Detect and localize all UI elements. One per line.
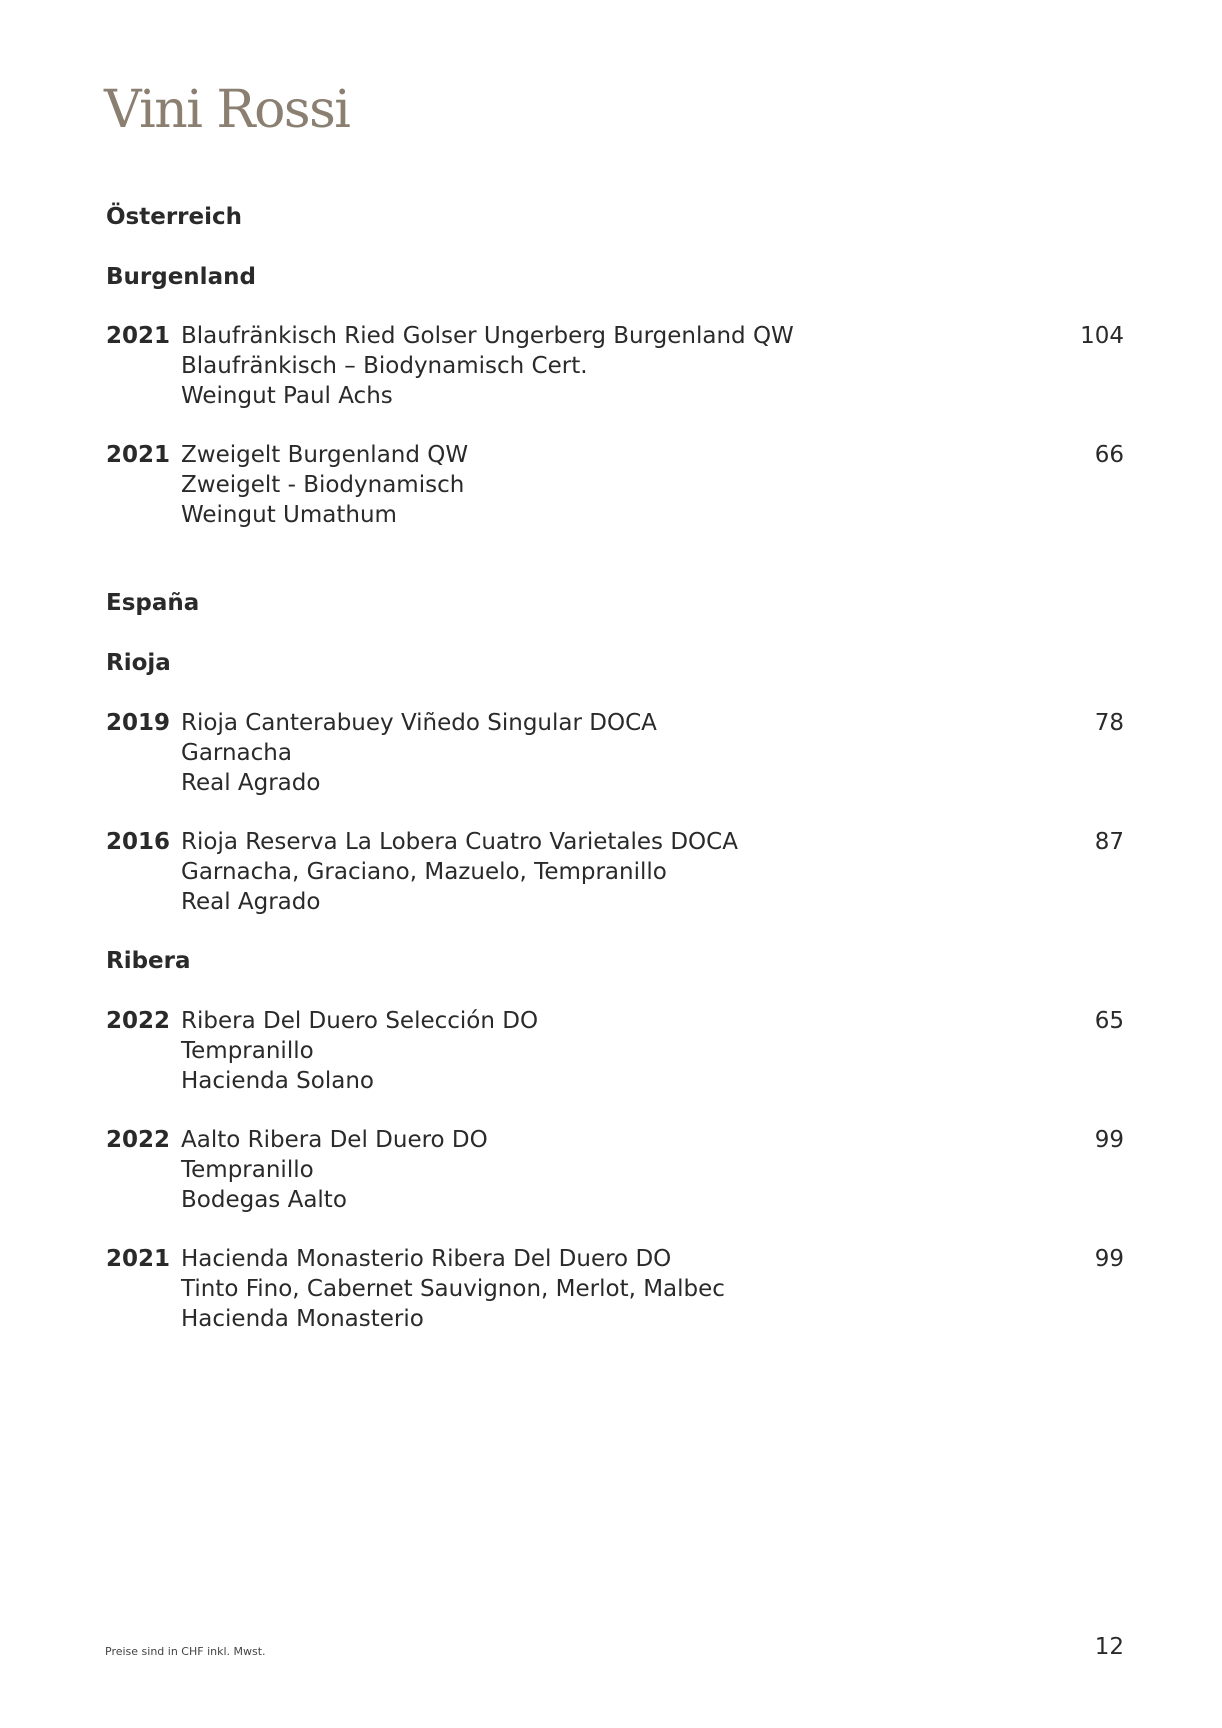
- wine-entry: [106, 1244, 1124, 1334]
- wine-entry: [106, 1125, 1124, 1215]
- wine-year: 2021: [106, 442, 171, 468]
- wine-year: 2022: [106, 1008, 171, 1034]
- wine-entry: [106, 827, 1124, 917]
- wine-name: Rioja Canterabuey Viñedo Singular DOCA: [181, 710, 657, 736]
- wine-name: Rioja Reserva La Lobera Cuatro Varietales DOCA: [181, 829, 738, 855]
- country-heading: España: [106, 590, 200, 616]
- wine-name: Blaufränkisch Ried Golser Ungerberg Burgenland QW: [181, 323, 794, 349]
- wine-name: Aalto Ribera Del Duero DO: [181, 1127, 488, 1153]
- page-number: 12: [1094, 1634, 1124, 1660]
- wine-grape: Zweigelt - Biodynamisch: [181, 472, 465, 498]
- price-footnote: Preise sind in CHF inkl. Mwst.: [105, 1645, 266, 1658]
- wine-grape: Garnacha: [181, 740, 292, 766]
- wine-name: Zweigelt Burgenland QW: [181, 442, 469, 468]
- wine-entry: [106, 440, 1124, 530]
- wine-name: Ribera Del Duero Selección DO: [181, 1008, 539, 1034]
- wine-price: 99: [1094, 1127, 1124, 1153]
- wine-name: Hacienda Monasterio Ribera Del Duero DO: [181, 1246, 672, 1272]
- wine-entry: [106, 321, 1124, 411]
- country-heading: Österreich: [106, 204, 243, 230]
- wine-producer: Weingut Umathum: [181, 502, 397, 528]
- region-heading: Burgenland: [106, 264, 256, 290]
- wine-grape: Garnacha, Graciano, Mazuelo, Tempranillo: [181, 859, 667, 885]
- wine-year: 2021: [106, 1246, 171, 1272]
- wine-price: 78: [1094, 710, 1124, 736]
- wine-producer: Hacienda Monasterio: [181, 1306, 424, 1332]
- wine-producer: Real Agrado: [181, 770, 321, 796]
- wine-price: 99: [1094, 1246, 1124, 1272]
- wine-producer: Weingut Paul Achs: [181, 383, 393, 409]
- region-heading: Rioja: [106, 650, 171, 676]
- wine-grape: Tempranillo: [181, 1038, 314, 1064]
- wine-producer: Hacienda Solano: [181, 1068, 374, 1094]
- wine-price: 104: [1080, 323, 1124, 349]
- wine-price: 87: [1094, 829, 1124, 855]
- wine-grape: Tempranillo: [181, 1157, 314, 1183]
- wine-price: 65: [1094, 1008, 1124, 1034]
- wine-grape: Tinto Fino, Cabernet Sauvignon, Merlot, Malbec: [181, 1276, 725, 1302]
- wine-grape: Blaufränkisch – Biodynamisch Cert.: [181, 353, 588, 379]
- page-title: Vini Rossi: [104, 80, 350, 140]
- wine-entry: [106, 708, 1124, 798]
- region-heading: Ribera: [106, 948, 191, 974]
- wine-entry: [106, 1006, 1124, 1096]
- wine-year: 2021: [106, 323, 171, 349]
- wine-year: 2016: [106, 829, 171, 855]
- wine-producer: Bodegas Aalto: [181, 1187, 347, 1213]
- wine-year: 2019: [106, 710, 171, 736]
- wine-year: 2022: [106, 1127, 171, 1153]
- wine-producer: Real Agrado: [181, 889, 321, 915]
- wine-price: 66: [1094, 442, 1124, 468]
